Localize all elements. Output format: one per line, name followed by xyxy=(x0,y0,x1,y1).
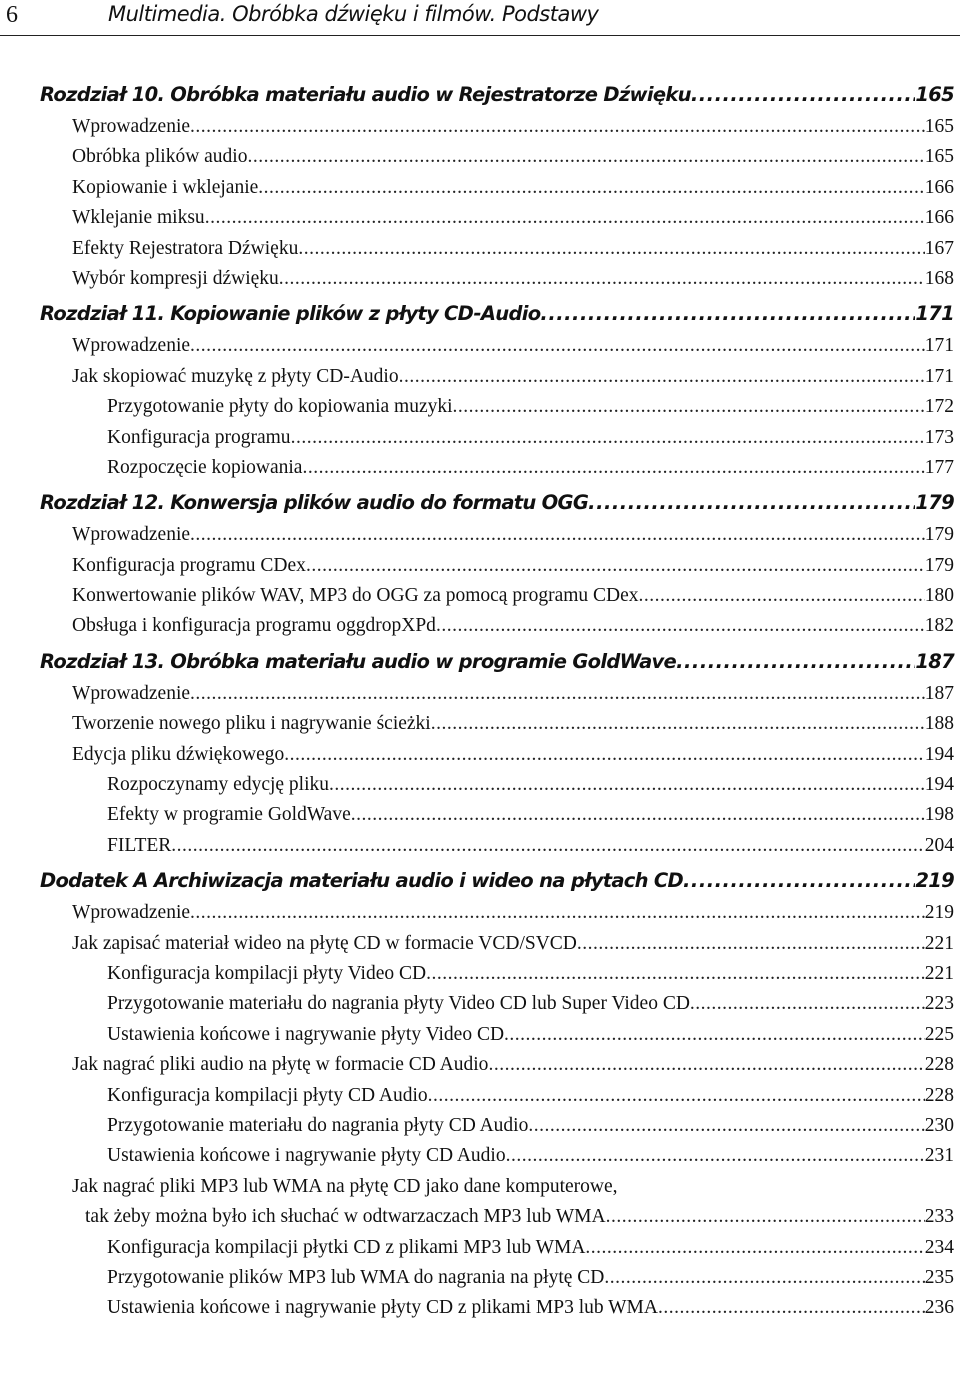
toc-page-number: 230 xyxy=(924,1114,954,1136)
toc-section xyxy=(40,234,954,264)
toc-entry-title: Wybór kompresji dźwięku xyxy=(72,267,279,289)
toc-page-number: 225 xyxy=(924,1023,954,1045)
toc-page-number: 171 xyxy=(924,365,954,387)
toc-section xyxy=(40,679,954,709)
dot-leader xyxy=(351,800,925,830)
toc-page-number: 172 xyxy=(924,396,954,418)
toc-page-number: 234 xyxy=(924,1236,954,1258)
dot-leader xyxy=(284,740,924,770)
toc-entry-title: Rozpoczęcie kopiowania xyxy=(107,456,303,478)
toc-section xyxy=(40,929,954,959)
toc-page-number: 166 xyxy=(924,207,954,229)
dot-leader xyxy=(426,959,925,989)
toc-page-number: 231 xyxy=(924,1145,954,1167)
toc-section xyxy=(40,520,954,550)
toc-entry-title: Edycja pliku dźwiękowego xyxy=(72,743,285,765)
toc-page-number: 198 xyxy=(924,804,954,826)
toc-section xyxy=(40,551,954,581)
dot-leader xyxy=(658,1293,925,1323)
toc-subsection xyxy=(40,1111,954,1141)
toc-page-number: 188 xyxy=(924,713,954,735)
toc-section xyxy=(40,581,954,611)
toc-section xyxy=(40,1202,954,1232)
toc-entry-title: Wprowadzenie xyxy=(72,116,191,137)
dot-leader xyxy=(639,581,925,611)
toc-section xyxy=(40,1050,954,1080)
dot-leader xyxy=(205,203,925,233)
dot-leader xyxy=(691,78,916,112)
toc-page-number: 171 xyxy=(924,335,954,357)
dot-leader xyxy=(604,1263,924,1293)
toc-page-number: 223 xyxy=(924,993,954,1015)
dot-leader xyxy=(676,645,915,679)
toc-entry-title: Rozdział 13. Obróbka materiału audio w programie GoldWave xyxy=(40,649,677,673)
toc-section xyxy=(40,362,954,392)
dot-leader xyxy=(190,520,925,550)
dot-leader xyxy=(291,423,925,453)
toc-page-number: 236 xyxy=(924,1297,954,1319)
toc-entry-title: FILTER xyxy=(107,834,172,856)
toc-section xyxy=(40,611,954,641)
toc-entry-title: Tworzenie nowego pliku i nagrywanie ścieżki xyxy=(72,713,431,735)
toc-entry-title: Ustawienia końcowe i nagrywanie płyty Video CD xyxy=(107,1023,505,1045)
toc-entry-title: Konfiguracja programu xyxy=(107,426,291,448)
toc-entry-title: Jak skopiować muzykę z płyty CD-Audio xyxy=(72,365,399,387)
toc-section xyxy=(40,264,954,294)
toc-entry-title: Efekty w programie GoldWave xyxy=(107,804,351,826)
toc-page-number: 179 xyxy=(924,554,954,576)
toc-page-number: 204 xyxy=(924,834,954,856)
dot-leader xyxy=(431,709,925,739)
toc-page-number: 173 xyxy=(924,426,954,448)
toc-subsection xyxy=(40,1263,954,1293)
dot-leader xyxy=(540,297,915,331)
toc-subsection xyxy=(40,1081,954,1111)
toc-page-number: 171 xyxy=(915,302,954,326)
toc-page-number: 187 xyxy=(915,649,954,673)
dot-leader xyxy=(258,173,924,203)
toc-page-number: 221 xyxy=(924,932,954,954)
toc-page-number: 165 xyxy=(924,116,954,137)
dot-leader xyxy=(488,1050,924,1080)
toc-subsection xyxy=(40,770,954,800)
toc-entry-title: Dodatek A Archiwizacja materiału audio i wideo na płytach CD xyxy=(40,869,684,893)
dot-leader xyxy=(302,453,924,483)
dot-leader xyxy=(606,1202,925,1232)
toc-page-number: 182 xyxy=(924,615,954,637)
toc-subsection xyxy=(40,1233,954,1263)
dot-leader xyxy=(588,486,915,520)
toc-chapter xyxy=(40,78,954,112)
toc-entry-title: Rozpoczynamy edycję pliku xyxy=(107,774,330,796)
toc-page-number: 177 xyxy=(924,456,954,478)
dot-leader xyxy=(190,679,925,709)
toc-subsection xyxy=(40,453,954,483)
toc-section xyxy=(40,740,954,770)
toc-entry-title: tak żeby można było ich słuchać w odtwarzaczach MP3 lub WMA xyxy=(85,1206,606,1228)
toc-entry-title: Konfiguracja kompilacji płyty Video CD xyxy=(107,962,427,984)
toc-entry-title: Obsługa i konfiguracja programu oggdropXPd xyxy=(72,615,436,637)
toc-page-number: 167 xyxy=(924,237,954,259)
toc-entry-title: Przygotowanie płyty do kopiowania muzyki xyxy=(107,396,453,418)
toc-section xyxy=(40,709,954,739)
toc-page-number: 194 xyxy=(924,774,954,796)
toc-page-number: 228 xyxy=(924,1054,954,1076)
toc-section xyxy=(40,898,954,928)
toc-subsection xyxy=(40,989,954,1019)
dot-leader xyxy=(585,1233,924,1263)
toc-subsection xyxy=(40,1293,954,1323)
dot-leader xyxy=(190,331,925,361)
toc-entry-title: Obróbka plików audio xyxy=(72,146,248,168)
dot-leader xyxy=(190,112,925,142)
toc-section xyxy=(40,331,954,361)
toc-entry-title: Przygotowanie plików MP3 lub WMA do nagrania na płytę CD xyxy=(107,1266,605,1288)
toc-entry-title: Jak zapisać materiał wideo na płytę CD w formacie VCD/SVCD xyxy=(72,932,577,954)
toc-entry-title: Przygotowanie materiału do nagrania płyty CD Audio xyxy=(107,1114,529,1136)
toc-page-number: 228 xyxy=(924,1084,954,1106)
toc-section xyxy=(40,203,954,233)
header-rule xyxy=(0,35,960,36)
toc-entry-title: Kopiowanie i wklejanie xyxy=(72,176,259,198)
toc-entry-title: Rozdział 11. Kopiowanie plików z płyty CD-Audio xyxy=(40,302,541,326)
dot-leader xyxy=(528,1111,924,1141)
table-of-contents xyxy=(40,78,954,1324)
page-header xyxy=(0,0,960,36)
toc-chapter xyxy=(40,645,954,679)
dot-leader xyxy=(506,1141,925,1171)
toc-entry-title: Wprowadzenie xyxy=(72,902,191,924)
toc-entry-title: Konfiguracja kompilacji płytki CD z plikami MP3 lub WMA xyxy=(107,1236,586,1258)
toc-page-number: 221 xyxy=(924,962,954,984)
toc-entry-title: Wklejanie miksu xyxy=(72,207,205,229)
toc-page-number: 179 xyxy=(924,524,954,546)
toc-entry-title: Konwertowanie plików WAV, MP3 do OGG za pomocą programu CDex xyxy=(72,585,639,607)
toc-section xyxy=(40,112,954,142)
toc-section xyxy=(40,142,954,172)
dot-leader xyxy=(577,929,925,959)
running-title: Multimedia. Obróbka dźwięku i filmów. Podstawy xyxy=(108,2,599,26)
dot-leader xyxy=(247,142,924,172)
dot-leader xyxy=(436,611,925,641)
dot-leader xyxy=(453,392,925,422)
toc-entry-title: Ustawienia końcowe i nagrywanie płyty CD z plikami MP3 lub WMA xyxy=(107,1297,658,1319)
toc-entry-title: Rozdział 12. Konwersja plików audio do formatu OGG xyxy=(40,491,589,515)
dot-leader xyxy=(683,864,915,898)
toc-page-number: 233 xyxy=(924,1206,954,1228)
toc-subsection xyxy=(40,831,954,861)
toc-section xyxy=(40,173,954,203)
toc-page-number: 219 xyxy=(915,869,954,893)
page-number: 6 xyxy=(6,2,18,28)
toc-subsection xyxy=(40,392,954,422)
dot-leader xyxy=(190,898,925,928)
toc-subsection xyxy=(40,959,954,989)
dot-leader xyxy=(399,362,925,392)
dot-leader xyxy=(428,1081,925,1111)
toc-page-number: 166 xyxy=(924,176,954,198)
toc-page-number: 165 xyxy=(924,146,954,168)
toc-page-number: 194 xyxy=(924,743,954,765)
dot-leader xyxy=(298,234,924,264)
toc-chapter xyxy=(40,297,954,331)
toc-page-number: 219 xyxy=(924,902,954,924)
toc-entry-title: Wprowadzenie xyxy=(72,335,191,357)
toc-page-number: 179 xyxy=(915,491,954,515)
toc-chapter xyxy=(40,864,954,898)
toc-page-number: 165 xyxy=(915,83,954,106)
toc-entry-title: Przygotowanie materiału do nagrania płyty Video CD lub Super Video CD xyxy=(107,993,690,1015)
toc-entry-title: Efekty Rejestratora Dźwięku xyxy=(72,237,299,259)
dot-leader xyxy=(279,264,925,294)
toc-page-number: 187 xyxy=(924,682,954,704)
toc-entry-title: Ustawienia końcowe i nagrywanie płyty CD Audio xyxy=(107,1145,506,1167)
toc-chapter xyxy=(40,486,954,520)
toc-subsection xyxy=(40,800,954,830)
toc-entry-title: Konfiguracja kompilacji płyty CD Audio xyxy=(107,1084,428,1106)
dot-leader xyxy=(306,551,925,581)
dot-leader xyxy=(329,770,925,800)
toc-entry-title: Jak nagrać pliki audio na płytę w formacie CD Audio xyxy=(72,1054,489,1076)
dot-leader xyxy=(690,989,925,1019)
toc-page-number: 235 xyxy=(924,1266,954,1288)
toc-subsection xyxy=(40,1020,954,1050)
toc-entry-title: Wprowadzenie xyxy=(72,682,191,704)
toc-subsection xyxy=(40,1141,954,1171)
toc-entry-title: Rozdział 10. Obróbka materiału audio w Rejestratorze Dźwięku xyxy=(40,83,691,106)
dot-leader xyxy=(504,1020,925,1050)
toc-entry-continued: Jak nagrać pliki MP3 lub WMA na płytę CD jako dane komputerowe, xyxy=(72,1175,618,1197)
toc-entry-title: Wprowadzenie xyxy=(72,524,191,546)
toc-page-number: 168 xyxy=(924,267,954,289)
toc-subsection xyxy=(40,423,954,453)
toc-entry-title: Konfiguracja programu CDex xyxy=(72,554,306,576)
dot-leader xyxy=(171,831,924,861)
toc-page-number: 180 xyxy=(924,585,954,607)
